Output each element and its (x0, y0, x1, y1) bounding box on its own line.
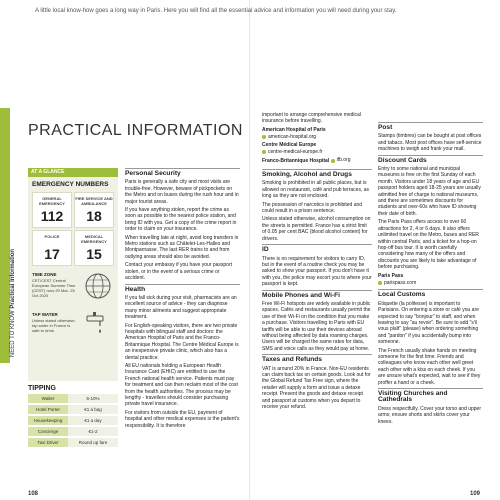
web-link[interactable] (378, 280, 483, 286)
section-heading: Smoking, Alcohol and Drugs (262, 169, 372, 178)
emergency-box-fire (74, 192, 114, 228)
section-heading: Taxes and Refunds (262, 354, 372, 363)
web-icon (331, 159, 335, 163)
emergency-label: MEDICAL EMERGENCY (81, 234, 107, 244)
web-url: centre-medical-europe.fr (268, 149, 323, 156)
tip-value: €1 a bag (68, 405, 118, 414)
emergency-number: 15 (86, 246, 102, 262)
page-number-right: 109 (469, 491, 480, 497)
emergency-label: FIRE SERVICE AND AMBULANCE (75, 196, 113, 206)
tip-value: €1-2 (68, 427, 118, 436)
tipping-row (28, 394, 118, 403)
section-heading: Post (378, 122, 483, 131)
tip-value: Round up fare (68, 438, 118, 447)
at-a-glance-panel (28, 168, 118, 381)
hospital-name: Franco-Britannique Hospital (262, 158, 330, 165)
side-label (10, 233, 16, 373)
paragraph: When travelling late at night, avoid long transfers in Metro stations such as Châtelet-Les-Halles and Montparnasse. The last RER trains to and from outlying areas should also be avoided. (125, 234, 239, 260)
tipping-row (28, 416, 118, 425)
emergency-number: 112 (40, 208, 64, 224)
paragraph: Paris is generally a safe city and most visits are trouble-free. However, beware of pickpockets on the Metro and on buses during the rush hour and in major tourist areas. (125, 179, 239, 205)
tip-label: Housekeeping (28, 416, 68, 425)
emergency-label: POLICE (44, 234, 60, 239)
emergency-number: 17 (44, 246, 60, 262)
web-icon (262, 135, 266, 139)
emergency-box-general (32, 192, 72, 228)
tip-value: 5-10% (68, 394, 118, 403)
paragraph: Contact your embassy if you have your passport stolen, or in the event of a serious crime or accident. (125, 262, 232, 282)
emergency-box-police (32, 230, 72, 266)
page-title: PRACTICAL INFORMATION (28, 122, 243, 139)
gutter (249, 0, 250, 500)
tapwater-text: Unless stated otherwise, tap water in France is safe to drink. (32, 318, 76, 333)
paragraph: Unless stated otherwise, alcohol consumption on the streets is permitted. France has a strict limit of 0.05 per cent BAC (blood alcohol content) for drivers. (262, 216, 371, 242)
tipping-table (28, 385, 118, 449)
paragraph: important to arrange comprehensive medical insurance before travelling. (262, 112, 361, 125)
side-tab (0, 108, 10, 363)
tip-value: €1 a day (68, 416, 118, 425)
emergency-box-medical (74, 230, 114, 266)
web-url: ifb.org (336, 157, 351, 164)
tip-label: Taxi Driver (28, 438, 68, 447)
section-heading: Local Customs (378, 289, 483, 298)
paragraph: The possession of narcotics is prohibited and could result in a prison sentence. (262, 201, 363, 215)
paragraph: Dress respectfully. Cover your torso and upper arms; ensure shorts and skirts cover your knees. (378, 405, 482, 425)
globe-icon (84, 272, 112, 300)
clinic-name: Centre Médical Europe (262, 141, 317, 148)
web-link[interactable] (262, 149, 372, 155)
topline: A little local know-how goes a long way in Paris. Here you will find all the essential advice and information you will need during your stay. (35, 8, 397, 14)
paragraph: For English-speaking visitors, there are two private hospitals with bilingual staff and doctors: the American Hospital of Paris and the Franco-Britannique Hospital. The Centre Médical Europe is an inexpensive private clinic, which also has a dental practice. (125, 322, 239, 361)
hospital-name: American Hospital of Paris (262, 126, 326, 133)
paragraph: Stamps (timbres) can be bought at post offices and tabacs. Most post offices have self-service machines to weigh and frank your mail. (378, 133, 482, 153)
tap-icon (84, 310, 112, 338)
paragraph: VAT is around 20% in France. Non-EU residents can claim back tax on certain goods. Look out for the Global Refund Tax Free sign, where the retailer will supply a form and issue a detaxe receipt. Present the goods and detaxe receipt and passport at customs when you depart to receive your refund. (262, 365, 371, 411)
paragraph: Etiquette (la politesse) is important to Parisians. On entering a store or café you are expected to say "bonjour" to staff, and when leaving to say "au revoir". Be sure to add "s'il vous plaît" (please) when ordering something and "pardon" if you accidentally bump into someone. (378, 300, 479, 346)
web-link[interactable] (262, 134, 372, 140)
timezone-text: CET/CEST Central European Summer Time (CEST) runs 29 Mar- 25 Oct 2020 (32, 278, 76, 298)
column-right (378, 122, 483, 427)
timezone-title: TIME ZONE (32, 272, 57, 277)
paragraph: Smoking is prohibited in all public places, but is allowed on restaurant, café and pub terraces, as long as they are not enclosed. (262, 180, 370, 200)
emergency-label: GENERAL EMERGENCY (39, 196, 65, 206)
section-heading: Visiting Churches and Cathedrals (378, 388, 483, 404)
section-heading: Discount Cards (378, 155, 483, 164)
side-label-prefix: NEED TO KNOW (10, 310, 16, 358)
column-middle (262, 112, 372, 412)
paragraph: If you have anything stolen, report the crime as soon as possible to the nearest police station, and bring ID with you. Get a copy of the crime report in order to claim on your insurance. (125, 207, 237, 233)
web-url: parispass.com (384, 279, 417, 286)
side-label-section: Practical Information (10, 248, 16, 309)
page-number-left: 108 (28, 491, 39, 497)
paragraph: All EU nationals holding a European Health Insurance Card (EHIC) are entitled to use the French national health service. Patients must pay for treatment and can then reclaim most of the cost from the health authorities. The process may be lengthy - travellers should consider purchasing private travel insurance. (125, 362, 238, 408)
paragraph: The Paris Pass offers access to over 60 attractions for 2, 4 or 6 days. It also offers unlimited travel on the Metro, buses and RER within central Paris, and a ticket for a hop-on hop-off bus tour. It is worth carefully considering how many of the offers and discounts you are likely to take advantage of before purchasing. (378, 219, 479, 271)
paragraph: Entry to some national and municipal museums is free on the first Sunday of each month. Visitors under 18 years of age and EU passport holders aged 18-25 years are usually admitted free of charge to national museums, and there are sometimes discounts for students and over-60s who have ID showing their date of birth. (378, 166, 481, 217)
column-left (125, 168, 240, 431)
tip-label: Hotel Porter (28, 405, 68, 414)
section-heading: Mobile Phones and Wi-Fi (262, 290, 372, 299)
web-link[interactable] (331, 157, 351, 163)
paragraph: There is no requirement for visitors to carry ID, but in the event of a routine check you may be asked to show your passport. If you don't have it with you, the police may escort you to where your passport is kept. (262, 255, 372, 288)
tip-label: Concierge (28, 427, 68, 436)
tipping-title: TIPPING (28, 385, 57, 392)
web-icon (378, 281, 382, 285)
web-icon (262, 150, 266, 154)
emergency-title: EMERGENCY NUMBERS (32, 181, 109, 188)
pass-name: Paris Pass (378, 272, 404, 279)
at-a-glance-bar: AT A GLANCE (28, 168, 118, 177)
tapwater-title: TAP WATER (32, 312, 58, 317)
paragraph: Free Wi-Fi hotspots are widely available in public spaces. Cafés and restaurants usually permit the use of their Wi-Fi on the condition that you make a purchase. Visitors travelling to Paris with EU tariffs will be able to use their devices abroad without being affected by data roaming charges. Users will be charged the same rates for data, SMS and voice calls as they would pay at home. (262, 300, 371, 352)
paragraph: If you fall sick during your visit, pharmacists are an excellent source of advice - they can diagnose many minor ailments and suggest appropriate treatment. (125, 294, 237, 321)
section-heading: Personal Security (125, 168, 240, 177)
tipping-row (28, 427, 118, 436)
tipping-row (28, 438, 118, 447)
web-url: american-hospital.org (268, 134, 317, 141)
paragraph: The French usually shake hands on meeting someone for the first time. Friends and colleagues who know each other well greet each other with a kiss on each cheek. If you are unsure what's expected, wait to see if they proffer a hand or a cheek. (378, 347, 481, 386)
paragraph: For visitors from outside the EU, payment of hospital and other medical expenses is the patient's responsibility. It is therefore (125, 409, 240, 429)
section-heading: ID (262, 244, 372, 253)
tip-label: Waiter (28, 394, 68, 403)
hospital-link-row (262, 156, 372, 165)
tipping-row (28, 405, 118, 414)
emergency-number: 18 (86, 208, 102, 224)
section-heading: Health (125, 284, 240, 293)
